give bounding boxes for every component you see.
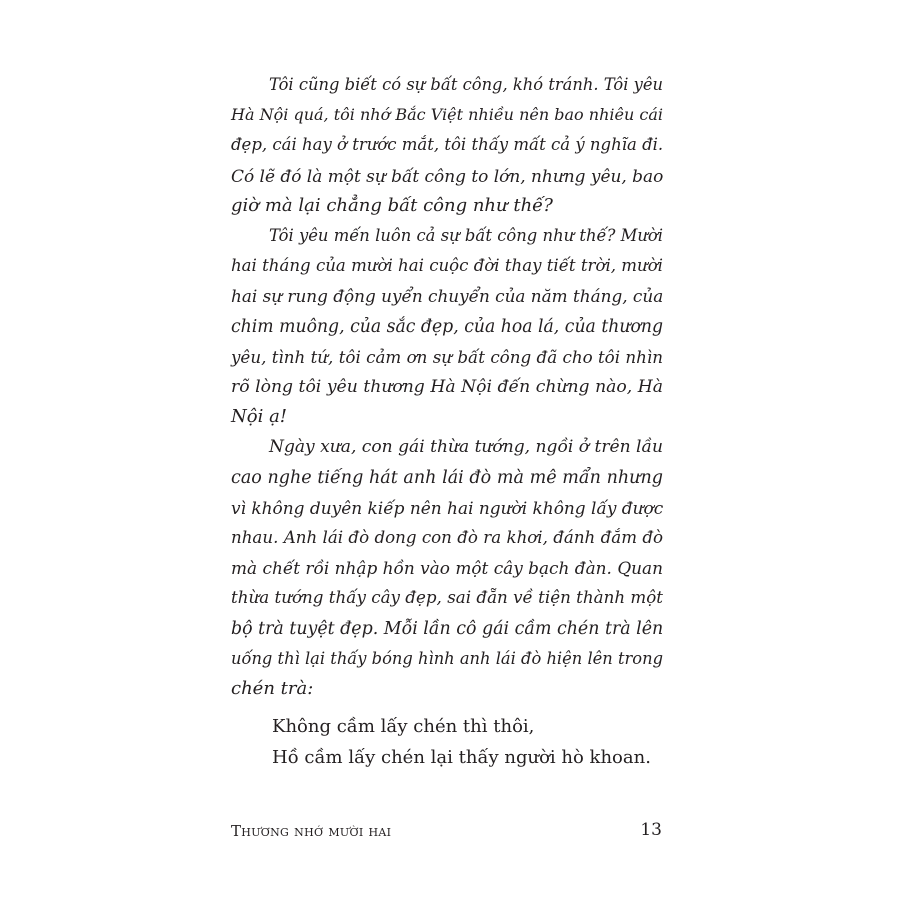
verse-block	[272, 711, 651, 773]
text-line: chén trà:	[231, 678, 314, 700]
book-title: Thương nhớ mười hai	[231, 822, 392, 840]
text-line: Có lẽ đó là một sự bất công to lớn, nhưng yêu, bao	[231, 165, 664, 186]
text-line: Tôi yêu mến luôn cả sự bất công như thế? Mười	[269, 226, 663, 246]
paragraph-2	[231, 221, 663, 432]
prose-body	[231, 70, 663, 704]
text-line: vì không duyên kiếp nên hai người không lấy được	[231, 497, 664, 518]
text-line: mà chết rồi nhập hồn vào một cây bạch đàn. Quan	[231, 558, 663, 579]
text-line: cao nghe tiếng hát anh lái đò mà mê mẩn nhưng	[231, 467, 663, 488]
text-line: hai sự rung động uyển chuyển của năm tháng, của	[231, 286, 664, 307]
text-line: nhau. Anh lái đò dong con đò ra khơi, đánh đắm đò	[231, 528, 663, 548]
text-line: thừa tướng thấy cây đẹp, sai đẵn về tiện thành một	[231, 588, 663, 608]
text-line: giờ mà lại chẳng bất công như thế?	[231, 194, 553, 216]
paragraph-3	[231, 432, 663, 704]
text-line: bộ trà tuyệt đẹp. Mỗi lần cô gái cầm chén trà lên	[231, 618, 664, 639]
text-line: Hà Nội quá, tôi nhớ Bắc Việt nhiều nên bao nhiêu cái	[231, 105, 663, 125]
text-line: hai tháng của mười hai cuộc đời thay tiết trời, mười	[231, 256, 663, 276]
text-line: Ngày xưa, con gái thừa tướng, ngồi ở trên lầu	[269, 437, 663, 458]
text-line: uống thì lại thấy bóng hình anh lái đò hiện lên trong	[231, 648, 663, 668]
running-footer-title	[231, 822, 391, 840]
text-line: chim muông, của sắc đẹp, của hoa lá, của thương	[231, 316, 663, 337]
text-line: Tôi cũng biết có sự bất công, khó tránh. Tôi yêu	[269, 75, 663, 94]
text-line: yêu, tình tứ, tôi cảm ơn sự bất công đã cho tôi nhìn	[231, 346, 663, 367]
paragraph-1	[231, 70, 663, 221]
page-number: 13	[640, 820, 662, 840]
text-line: Nội ạ!	[231, 406, 288, 428]
verse-line: Hồ cầm lấy chén lại thấy người hò khoan.	[272, 747, 651, 768]
verse-line: Không cầm lấy chén thì thôi,	[272, 716, 535, 737]
text-line: đẹp, cái hay ở trước mắt, tôi thấy mất cả ý nghĩa đi.	[231, 135, 664, 155]
text-line: rõ lòng tôi yêu thương Hà Nội đến chừng nào, Hà	[231, 377, 663, 398]
